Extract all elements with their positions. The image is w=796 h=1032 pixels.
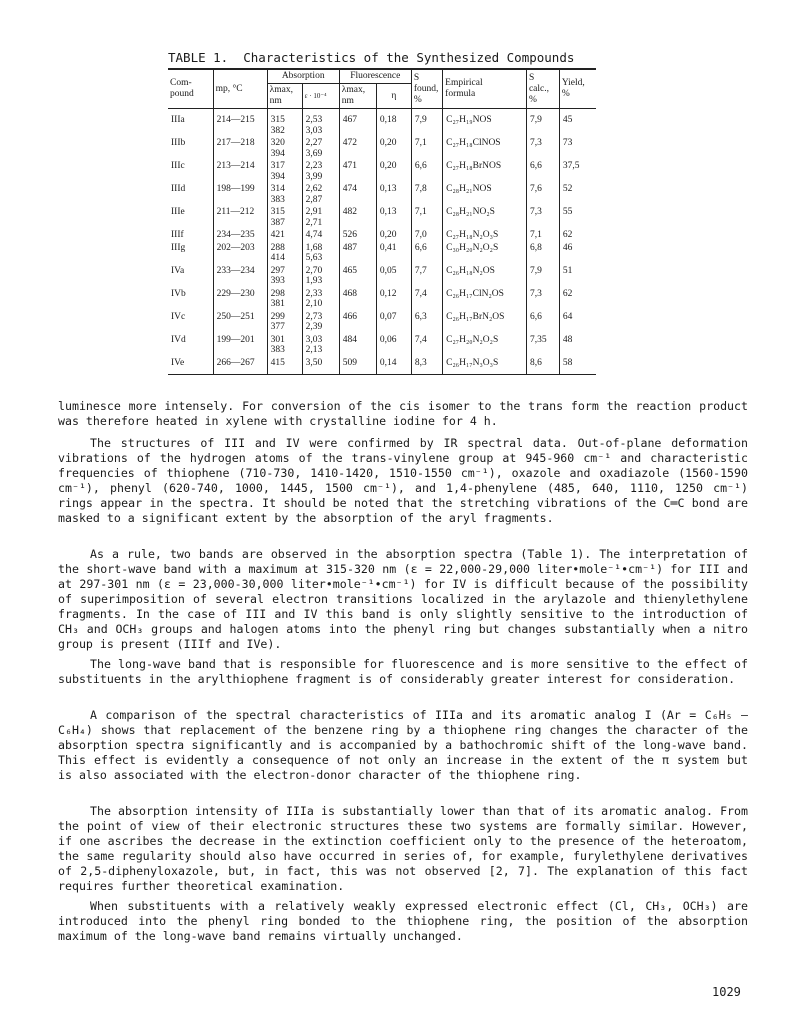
s-found-cell: 7,8: [411, 182, 442, 205]
compound-cell: IIIc: [171, 161, 185, 171]
table-row: [168, 228, 596, 241]
s-calc-cell: 7,35: [526, 333, 559, 356]
s-calc-cell: 6,8: [526, 241, 559, 264]
compound-cell: IIIg: [171, 242, 186, 253]
fluorescence-lambda-cell: 468: [339, 287, 376, 310]
header-lambda-max: λmax, nm: [267, 84, 302, 109]
eta-cell: 0,13: [376, 205, 411, 228]
yield-cell: 58: [559, 356, 596, 375]
table-row: [168, 205, 596, 228]
formula-cell: C₂₈H₂₁NO₂S: [443, 205, 527, 228]
compound-cell: IIIb: [171, 138, 186, 148]
epsilon-cell: 2,53 3,03: [302, 109, 339, 137]
lambda-max-cell: 288 414: [267, 241, 302, 264]
compound-cell: IVc: [171, 311, 186, 322]
eta-cell: 0,13: [376, 182, 411, 205]
formula-cell: C₂₆H₁₇N₃O₃S: [443, 356, 527, 375]
eta-cell: 0,41: [376, 241, 411, 264]
s-calc-cell: 7,3: [526, 287, 559, 310]
s-calc-cell: 7,6: [526, 182, 559, 205]
paragraph-6: The absorption intensity of IIIa is substantially lower than that of its aromatic analog. From the point of view of their electronic structures these two systems are formally similar. However, if one ascribes the decrease in the extinction coefficient only to the presence of the heteroatom, the same regularity should also have occurred in series of, for example, furylethylene derivatives of 2,5-diphenyloxazole, but, in fact, this was not observed [2, 7]. The explanation of this fact requires further theoretical examination.: [58, 804, 748, 893]
compound-cell: IVa: [171, 265, 185, 276]
lambda-max-cell: 320 394: [267, 136, 302, 159]
mp-cell: 250—251: [213, 310, 267, 333]
table-row: [168, 287, 596, 310]
s-found-cell: 7,1: [411, 205, 442, 228]
lambda-max-cell: 317 394: [267, 159, 302, 182]
paragraph-2: The structures of III and IV were confirmed by IR spectral data. Out-of-plane deformation vibrations of the hydrogen atoms of the trans-vinylene group at 945-960 cm⁻¹ and characteristic frequencies of thiophene (710-730, 1410-1420, 1510-1550 cm⁻¹), oxazole and oxadiazole (1560-1590 cm⁻¹), phenyl (620-740, 1000, 1445, 1500 cm⁻¹), and 1,4-phenylene (485, 640, 1110, 1250 cm⁻¹) rings appear in the spectra. It should be noted that the stretching vibrations of the C═C bond are masked to a significant extent by the absorption of the aryl fragments.: [58, 436, 748, 525]
s-found-cell: 8,3: [411, 356, 442, 375]
mp-cell: 199—201: [213, 333, 267, 356]
eta-cell: 0,07: [376, 310, 411, 333]
s-found-cell: 7,9: [411, 109, 442, 137]
table-row: [168, 182, 596, 205]
mp-cell: 198—199: [213, 182, 267, 205]
s-calc-cell: 7,9: [526, 109, 559, 137]
s-calc-cell: 7,9: [526, 264, 559, 287]
epsilon-cell: 1,68 5,63: [302, 241, 339, 264]
epsilon-cell: 2,91 2,71: [302, 205, 339, 228]
yield-cell: 48: [559, 333, 596, 356]
compound-cell: IVb: [171, 288, 186, 299]
epsilon-cell: 2,33 2,10: [302, 287, 339, 310]
header-absorption: Absorption: [267, 69, 339, 84]
yield-cell: 62: [559, 287, 596, 310]
yield-cell: 55: [559, 205, 596, 228]
s-found-cell: 7,4: [411, 287, 442, 310]
eta-cell: 0,20: [376, 228, 411, 241]
yield-cell: 64: [559, 310, 596, 333]
s-found-cell: 7,7: [411, 264, 442, 287]
table-row: [168, 159, 596, 182]
header-eta: η: [376, 84, 411, 109]
formula-cell: C₂₆H₁₈N₂OS: [443, 264, 527, 287]
epsilon-cell: 4,74: [302, 228, 339, 241]
epsilon-cell: 3,50: [302, 356, 339, 375]
table-row: [168, 264, 596, 287]
formula-cell: C₂₇H₁₈N₂O₃S: [443, 228, 527, 241]
s-found-cell: 7,0: [411, 228, 442, 241]
fluorescence-lambda-cell: 487: [339, 241, 376, 264]
compounds-table: [168, 68, 596, 375]
mp-cell: 229—230: [213, 287, 267, 310]
mp-cell: 266—267: [213, 356, 267, 375]
epsilon-cell: 2,62 2,87: [302, 182, 339, 205]
eta-cell: 0,12: [376, 287, 411, 310]
paragraph-7: When substituents with a relatively weakly expressed electronic effect (Cl, CH₃, OCH₃) are introduced into the phenyl ring bonded to the thiophene ring, the position of the absorption maximum of the long-wave band remains virtually unchanged.: [58, 899, 748, 943]
table-row: [168, 241, 596, 264]
fluorescence-lambda-cell: 467: [339, 109, 376, 137]
s-calc-cell: 7,3: [526, 205, 559, 228]
table-row: [168, 356, 596, 375]
yield-cell: 51: [559, 264, 596, 287]
epsilon-cell: 2,73 2,39: [302, 310, 339, 333]
lambda-max-cell: 301 383: [267, 333, 302, 356]
fluorescence-lambda-cell: 471: [339, 159, 376, 182]
fluorescence-lambda-cell: 472: [339, 136, 376, 159]
paragraph-4: The long-wave band that is responsible for fluorescence and is more sensitive to the effect of substituents in the arylthiophene fragment is of considerably greater interest for consideration.: [58, 657, 748, 686]
fluorescence-lambda-cell: 509: [339, 356, 376, 375]
paragraph-5: A comparison of the spectral characteristics of IIIa and its aromatic analog I (Ar = C₆H₅ — C₆H₄) shows that replacement of the benzene ring by a thiophene ring changes the character of the absorption spectra significantly and is accompanied by a bathochromic shift of the long-wave band. This effect is evidently a consequence of not only an increase in the extent of the π system but is also associated with the electron-donor character of the thiophene ring.: [58, 708, 748, 782]
fluorescence-lambda-cell: 526: [339, 228, 376, 241]
lambda-max-cell: 415: [267, 356, 302, 375]
fluorescence-lambda-cell: 484: [339, 333, 376, 356]
mp-cell: 211—212: [213, 205, 267, 228]
header-epsilon: ε · 10⁻⁴: [302, 84, 339, 109]
yield-cell: 62: [559, 228, 596, 241]
mp-cell: 213—214: [213, 159, 267, 182]
table-row: [168, 109, 596, 137]
table-row: [168, 310, 596, 333]
header-lambda-max-fl: λmax, nm: [339, 84, 376, 109]
header-mp: mp, °C: [213, 69, 267, 109]
fluorescence-lambda-cell: 474: [339, 182, 376, 205]
lambda-max-cell: 315 387: [267, 205, 302, 228]
compound-cell: IIIa: [171, 115, 185, 125]
compound-cell: IVe: [168, 356, 213, 375]
lambda-max-cell: 421: [267, 228, 302, 241]
eta-cell: 0,20: [376, 159, 411, 182]
compound-cell: IVd: [171, 334, 186, 345]
header-compound: Com- pound: [168, 69, 213, 109]
s-calc-cell: 8,6: [526, 356, 559, 375]
eta-cell: 0,20: [376, 136, 411, 159]
lambda-max-cell: 297 393: [267, 264, 302, 287]
eta-cell: 0,18: [376, 109, 411, 137]
compound-cell: IIIe: [171, 207, 185, 217]
fluorescence-lambda-cell: 465: [339, 264, 376, 287]
lambda-max-cell: 315 382: [267, 109, 302, 137]
yield-cell: 52: [559, 182, 596, 205]
header-formula: Empirical formula: [443, 69, 527, 109]
yield-cell: 73: [559, 136, 596, 159]
formula-cell: C₂₇H₁₈BrNOS: [443, 159, 527, 182]
yield-cell: 45: [559, 109, 596, 137]
s-found-cell: 6,6: [411, 159, 442, 182]
s-calc-cell: 6,6: [526, 159, 559, 182]
formula-cell: C₃₀H₂₀N₂O₂S: [443, 241, 527, 264]
s-calc-cell: 7,3: [526, 136, 559, 159]
compound-cell: IIId: [171, 184, 186, 194]
mp-cell: 214—215: [213, 109, 267, 137]
s-found-cell: 7,1: [411, 136, 442, 159]
epsilon-cell: 2,23 3,99: [302, 159, 339, 182]
lambda-max-cell: 314 383: [267, 182, 302, 205]
compound-cell: IIIf: [171, 230, 184, 240]
mp-cell: 217—218: [213, 136, 267, 159]
fluorescence-lambda-cell: 466: [339, 310, 376, 333]
s-found-cell: 6,6: [411, 241, 442, 264]
s-calc-cell: 7,1: [526, 228, 559, 241]
table-row: [168, 333, 596, 356]
mp-cell: 233—234: [213, 264, 267, 287]
table-container: [168, 68, 596, 375]
lambda-max-cell: 298 381: [267, 287, 302, 310]
page-number: 1029: [712, 985, 741, 999]
paragraph-1: luminesce more intensely. For conversion of the cis isomer to the trans form the reaction product was therefore heated in xylene with crystalline iodine for 4 h.: [58, 399, 748, 428]
fluorescence-lambda-cell: 482: [339, 205, 376, 228]
s-found-cell: 6,3: [411, 310, 442, 333]
eta-cell: 0,14: [376, 356, 411, 375]
epsilon-cell: 3,03 2,13: [302, 333, 339, 356]
formula-cell: C₂₇H₂₀N₂O₂S: [443, 333, 527, 356]
header-yield: Yield, %: [559, 69, 596, 109]
header-fluorescence: Fluorescence: [339, 69, 411, 84]
table-caption: TABLE 1. Characteristics of the Synthesized Compounds: [168, 50, 575, 65]
paragraph-3: As a rule, two bands are observed in the absorption spectra (Table 1). The interpretation of the short-wave band with a maximum at 315-320 nm (ε = 22,000-29,000 liter•mole⁻¹•cm⁻¹) for III and at 297-301 nm (ε = 23,000-30,000 liter•mole⁻¹•cm⁻¹) for IV is difficult because of the possibility of superimposition of several electron transitions localized in the arylazole and thienylethylene fragments. In the case of III and IV this band is only slightly sensitive to the introduction of CH₃ and OCH₃ groups and halogen atoms into the phenyl ring but changes substantially when a nitro group is present (IIIf and IVe).: [58, 547, 748, 651]
mp-cell: 202—203: [213, 241, 267, 264]
s-calc-cell: 6,6: [526, 310, 559, 333]
header-s-found: S found, %: [411, 69, 442, 109]
formula-cell: C₂₆H₁₇BrN₂OS: [443, 310, 527, 333]
epsilon-cell: 2,27 3,69: [302, 136, 339, 159]
yield-cell: 37,5: [559, 159, 596, 182]
header-s-calc: S calc., %: [526, 69, 559, 109]
yield-cell: 46: [559, 241, 596, 264]
formula-cell: C₂₇H₁₈ClNOS: [443, 136, 527, 159]
eta-cell: 0,05: [376, 264, 411, 287]
epsilon-cell: 2,70 1,93: [302, 264, 339, 287]
formula-cell: C₂₇H₁₉NOS: [443, 109, 527, 137]
eta-cell: 0,06: [376, 333, 411, 356]
s-found-cell: 7,4: [411, 333, 442, 356]
table-row: [168, 136, 596, 159]
formula-cell: C₂₆H₁₇ClN₂OS: [443, 287, 527, 310]
lambda-max-cell: 299 377: [267, 310, 302, 333]
mp-cell: 234—235: [213, 228, 267, 241]
formula-cell: C₂₈H₂₁NOS: [443, 182, 527, 205]
